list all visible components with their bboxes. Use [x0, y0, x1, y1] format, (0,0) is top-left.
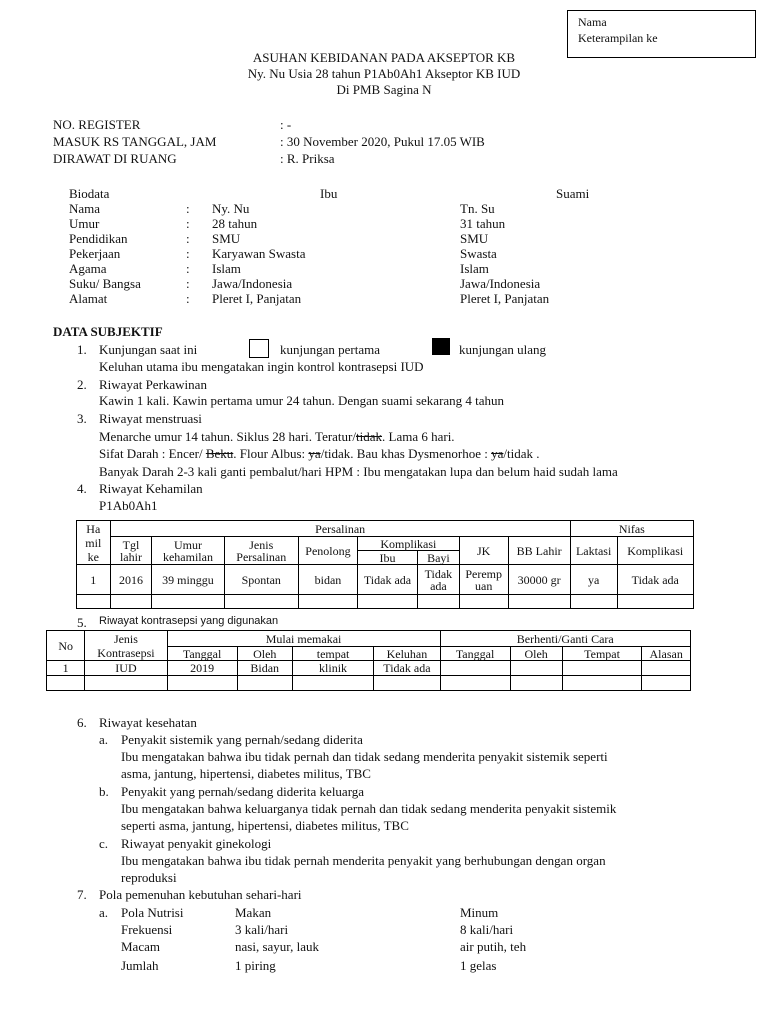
table-cell: klinik	[292, 661, 373, 676]
col-header-place: tempat	[292, 647, 373, 661]
food-value: 1 piring	[235, 958, 276, 973]
biodata-sep: :	[186, 231, 190, 246]
gynecology-label: Riwayat penyakit ginekologi	[121, 836, 272, 851]
list-marker: b.	[99, 784, 109, 799]
nutrition-row-label: Frekuensi	[121, 922, 173, 937]
table-cell: 30000 gr	[508, 565, 570, 595]
col-header-postpartum: Nifas	[570, 521, 693, 537]
menstrual-text: . Flour Albus:	[233, 446, 309, 461]
ward-value: : R. Priksa	[280, 151, 335, 166]
biodata-sep: :	[186, 216, 190, 231]
table-cell: Spontan	[224, 565, 298, 595]
nutrition-row-label: Macam	[121, 939, 160, 954]
admission-value: : 30 November 2020, Pukul 17.05 WIB	[280, 134, 485, 149]
document-place: Di PMB Sagina N	[336, 82, 432, 97]
col-header-no: No	[47, 631, 85, 661]
list-marker: c.	[99, 836, 109, 851]
table-cell: Tidak ada	[374, 661, 440, 676]
item-number: 7.	[77, 887, 87, 902]
menstrual-text: . Lama 6 hari.	[382, 429, 455, 444]
struck-option: tidak	[356, 429, 382, 444]
col-header-complaint: Keluhan	[374, 647, 440, 661]
table-row	[47, 676, 691, 691]
col-header-delivery-type: Jenis Persalinan	[224, 537, 298, 565]
table-row	[47, 661, 691, 676]
table-cell: Tidak ada	[357, 565, 417, 595]
col-header-reason: Alasan	[642, 647, 691, 661]
nutrition-row-label: Jumlah	[121, 958, 159, 973]
biodata-sep: :	[186, 276, 190, 291]
biodata-suami-value: Pleret I, Panjatan	[460, 291, 550, 306]
register-label: NO. REGISTER	[53, 117, 141, 132]
admission-label: MASUK RS TANGGAL, JAM	[53, 134, 217, 149]
table-cell: 2019	[167, 661, 237, 676]
biodata-heading: Biodata	[69, 186, 110, 201]
systemic-disease-line-2: asma, jantung, hipertensi, diabetes militus, TBC	[121, 766, 371, 781]
biodata-label: Agama	[69, 261, 107, 276]
document-title: ASUHAN KEBIDANAN PADA AKSEPTOR KB	[252, 50, 516, 65]
col-header-lactation: Laktasi	[570, 537, 617, 565]
table-cell: 1	[47, 661, 85, 676]
biodata-ibu-value: Pleret I, Panjatan	[212, 291, 302, 306]
marriage-history-label: Riwayat Perkawinan	[99, 377, 207, 392]
first-visit-checkbox[interactable]	[249, 339, 269, 358]
list-marker: a.	[99, 732, 109, 747]
col-header-complications: Komplikasi	[357, 537, 459, 551]
biodata-sep: :	[186, 291, 190, 306]
contraception-history-label: Riwayat kontrasepsi yang digunakan	[99, 615, 279, 627]
col-header-start-use: Mulai memakai	[167, 631, 440, 647]
biodata-ibu-value: 28 tahun	[212, 216, 258, 231]
table-cell: 2016	[110, 565, 152, 595]
col-header-date: Tanggal	[167, 647, 237, 661]
col-header-birth-weight: BB Lahir	[508, 537, 570, 565]
struck-option: Beku	[205, 446, 234, 461]
biodata-ibu-value: Karyawan Swasta	[212, 246, 306, 261]
health-history-label: Riwayat kesehatan	[99, 715, 197, 730]
food-value: nasi, sayur, lauk	[235, 939, 319, 954]
biodata-label: Nama	[69, 201, 101, 216]
col-header-delivery: Persalinan	[110, 521, 570, 537]
menstrual-text: Sifat Darah : Encer/	[99, 446, 206, 461]
section-heading: DATA SUBJEKTIF	[53, 324, 163, 339]
col-header-contraception-type: Jenis Kontrasepsi	[85, 631, 167, 661]
nutrition-label: Pola Nutrisi	[121, 905, 184, 920]
struck-option: ya	[308, 446, 321, 461]
ward-label: DIRAWAT DI RUANG	[53, 151, 177, 166]
drink-value: 1 gelas	[460, 958, 497, 973]
biodata-label: Alamat	[69, 291, 108, 306]
biodata-ibu-value: Islam	[212, 261, 241, 276]
chief-complaint: Keluhan utama ibu mengatakan ingin kontrol kontrasepsi IUD	[99, 359, 424, 374]
menstrual-text: Menarche umur 14 tahun. Siklus 28 hari. Teratur/	[99, 429, 356, 444]
col-header-place: Tempat	[562, 647, 642, 661]
item-number: 3.	[77, 411, 87, 426]
daily-needs-label: Pola pemenuhan kebutuhan sehari-hari	[99, 887, 302, 902]
table-cell: Tidak ada	[617, 565, 693, 595]
drink-value: 8 kali/hari	[460, 922, 514, 937]
repeat-visit-label: kunjungan ulang	[459, 342, 547, 357]
biodata-ibu-value: SMU	[212, 231, 241, 246]
biodata-sep: :	[186, 246, 190, 261]
biodata-ibu-heading: Ibu	[320, 186, 338, 201]
family-disease-line-2: seperti asma, jantung, hipertensi, diabetes militus, TBC	[121, 818, 409, 833]
systemic-disease-line-1: Ibu mengatakan bahwa ibu tidak pernah dan tidak sedang menderita penyakit sistemik seperti	[121, 749, 608, 764]
family-disease-label: Penyakit yang pernah/sedang diderita keluarga	[121, 784, 365, 799]
col-header-baby: Bayi	[418, 551, 460, 565]
parity-code: P1Ab0Ah1	[99, 498, 158, 513]
biodata-suami-value: Jawa/Indonesia	[460, 276, 541, 291]
biodata-label: Umur	[69, 216, 100, 231]
biodata-suami-value: Tn. Su	[460, 201, 495, 216]
table-cell: bidan	[298, 565, 357, 595]
menstrual-line-3: Banyak Darah 2-3 kali ganti pembalut/hari HPM : Ibu mengatakan lupa dan belum haid sudah lama	[99, 464, 618, 479]
col-header-mother: Ibu	[357, 551, 417, 565]
biodata-suami-value: SMU	[460, 231, 489, 246]
item-number: 4.	[77, 481, 87, 496]
biodata-label: Suku/ Bangsa	[69, 276, 141, 291]
repeat-visit-checkbox[interactable]	[432, 338, 450, 355]
skill-label: Keterampilan ke	[578, 31, 658, 45]
list-marker: a.	[99, 905, 109, 920]
col-header-date: Tanggal	[440, 647, 510, 661]
col-header-stop-change: Berhenti/Ganti Cara	[440, 631, 690, 647]
systemic-disease-label: Penyakit sistemik yang pernah/sedang diderita	[121, 732, 363, 747]
table-cell: ya	[570, 565, 617, 595]
table-cell: Bidan	[237, 661, 292, 676]
food-value: 3 kali/hari	[235, 922, 289, 937]
biodata-ibu-value: Jawa/Indonesia	[212, 276, 293, 291]
table-cell: 1	[77, 565, 111, 595]
col-header-pregnancy-number: Ha mil ke	[77, 521, 111, 565]
col-header-birth-date: Tgl lahir	[110, 537, 152, 565]
table-cell: Tidak ada	[418, 565, 460, 595]
col-header-birth-attendant: Penolong	[298, 537, 357, 565]
col-header-by: Oleh	[237, 647, 292, 661]
name-label: Nama	[578, 15, 607, 29]
menstrual-text: /tidak .	[503, 446, 540, 461]
item-number: 5.	[77, 615, 87, 630]
drink-heading: Minum	[460, 905, 499, 920]
marriage-history-detail: Kawin 1 kali. Kawin pertama umur 24 tahun. Dengan suami sekarang 4 tahun	[99, 393, 505, 408]
biodata-suami-value: Swasta	[460, 246, 497, 261]
pregnancy-table	[76, 520, 694, 609]
drink-value: air putih, teh	[460, 939, 527, 954]
col-header-sex: JK	[459, 537, 508, 565]
item-number: 2.	[77, 377, 87, 392]
biodata-ibu-value: Ny. Nu	[212, 201, 250, 216]
table-row	[77, 565, 694, 595]
gynecology-line-2: reproduksi	[121, 870, 177, 885]
item-number: 1.	[77, 342, 87, 357]
contraception-table	[46, 630, 691, 691]
menstrual-line-2	[99, 446, 540, 461]
visit-label: Kunjungan saat ini	[99, 342, 198, 357]
menstrual-line-1	[99, 429, 455, 444]
table-cell: Peremp uan	[459, 565, 508, 595]
food-heading: Makan	[235, 905, 272, 920]
table-cell: 39 minggu	[152, 565, 224, 595]
biodata-suami-value: 31 tahun	[460, 216, 506, 231]
col-header-gestational-age: Umur kehamilan	[152, 537, 224, 565]
biodata-suami-value: Islam	[460, 261, 489, 276]
table-cell: IUD	[85, 661, 167, 676]
first-visit-label: kunjungan pertama	[280, 342, 380, 357]
register-value: : -	[280, 117, 292, 132]
struck-option: ya	[491, 446, 504, 461]
biodata-sep: :	[186, 261, 190, 276]
table-row	[77, 595, 694, 609]
biodata-label: Pekerjaan	[69, 246, 121, 261]
pregnancy-history-label: Riwayat Kehamilan	[99, 481, 203, 496]
menstrual-text: /tidak. Bau khas Dysmenorhoe :	[320, 446, 492, 461]
menstrual-history-label: Riwayat menstruasi	[99, 411, 202, 426]
gynecology-line-1: Ibu mengatakan bahwa ibu tidak pernah menderita penyakit yang berhubungan dengan organ	[121, 853, 606, 868]
document-subtitle: Ny. Nu Usia 28 tahun P1Ab0Ah1 Akseptor KB IUD	[247, 66, 521, 81]
item-number: 6.	[77, 715, 87, 730]
biodata-label: Pendidikan	[69, 231, 128, 246]
col-header-postpartum-complications: Komplikasi	[617, 537, 693, 565]
biodata-suami-heading: Suami	[556, 186, 590, 201]
biodata-sep: :	[186, 201, 190, 216]
family-disease-line-1: Ibu mengatakan bahwa keluarganya tidak pernah dan tidak sedang menderita penyakit sistemik	[121, 801, 617, 816]
col-header-by: Oleh	[510, 647, 562, 661]
